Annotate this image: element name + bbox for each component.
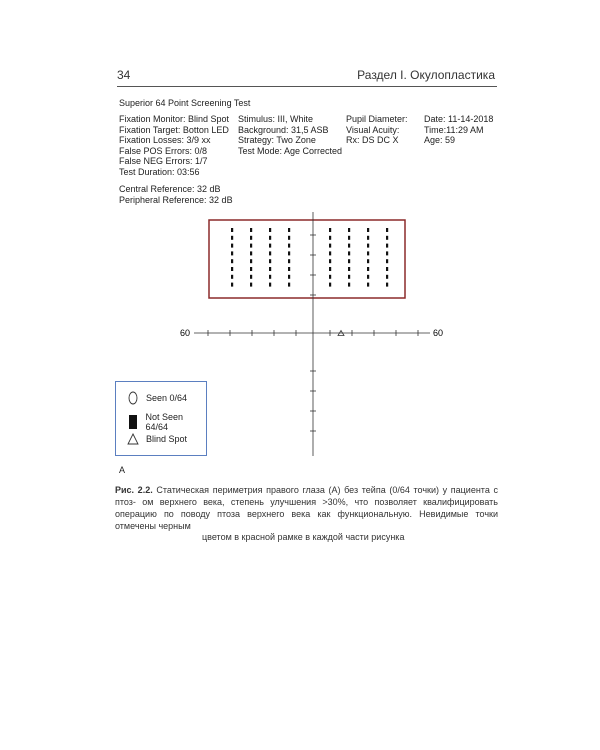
not-seen-frame [209, 220, 405, 298]
not-seen-point [250, 275, 252, 279]
not-seen-point [231, 244, 233, 248]
not-seen-point [269, 244, 271, 248]
not-seen-point [386, 275, 388, 279]
not-seen-point [269, 283, 271, 287]
legend-seen-label: Seen 0/64 [146, 393, 188, 403]
not-seen-point [288, 244, 290, 248]
report-line: Strategy: Two Zone [238, 135, 316, 146]
not-seen-point [386, 244, 388, 248]
not-seen-points [231, 228, 388, 287]
report-line: False NEG Errors: 1/7 [119, 156, 208, 167]
filled-square-icon [126, 415, 140, 429]
not-seen-point [250, 228, 252, 232]
not-seen-point [386, 267, 388, 271]
not-seen-point [250, 259, 252, 263]
axis-label-right: 60 [433, 328, 444, 338]
central-reference: Central Reference: 32 dB [119, 184, 221, 194]
not-seen-point [367, 259, 369, 263]
not-seen-point [231, 267, 233, 271]
not-seen-point [231, 275, 233, 279]
not-seen-point [329, 267, 331, 271]
report-line: Time:11:29 AM [424, 124, 484, 135]
not-seen-point [329, 251, 331, 255]
legend-not-seen-label: Not Seen 64/64 [145, 412, 184, 432]
report-line: Age: 59 [424, 135, 456, 146]
not-seen-point [329, 236, 331, 240]
not-seen-point [250, 244, 252, 248]
not-seen-point [329, 275, 331, 279]
not-seen-point [288, 275, 290, 279]
report-line: False POS Errors: 0/8 [119, 145, 208, 156]
not-seen-point [231, 259, 233, 263]
not-seen-point [348, 244, 350, 248]
legend-blind-spot [126, 433, 187, 445]
not-seen-point [348, 236, 350, 240]
not-seen-point [367, 275, 369, 279]
test-title: Superior 64 Point Screening Test [119, 98, 251, 108]
not-seen-point [269, 228, 271, 232]
triangle-icon [126, 433, 140, 445]
not-seen-point [348, 228, 350, 232]
not-seen-point [367, 236, 369, 240]
report-line: Rx: DS DC X [346, 135, 399, 146]
not-seen-point [288, 228, 290, 232]
report-line: Fixation Losses: 3/9 xx [119, 135, 211, 146]
not-seen-point [348, 267, 350, 271]
report-line: Test Mode: Age Corrected [238, 145, 343, 156]
not-seen-point [250, 236, 252, 240]
not-seen-point [348, 251, 350, 255]
report-line: Background: 31,5 ASB [238, 124, 329, 135]
not-seen-point [288, 267, 290, 271]
not-seen-point [367, 283, 369, 287]
not-seen-point [231, 283, 233, 287]
not-seen-point [250, 251, 252, 255]
caption-line: Статическая периметрия правого глаза (А) без тейпа (0/64 точки) у пациента с птоз- [115, 485, 498, 507]
ellipse-icon [126, 391, 140, 405]
not-seen-point [386, 259, 388, 263]
report-line: Date: 11-14-2018 [424, 114, 494, 124]
not-seen-point [269, 259, 271, 263]
not-seen-point [386, 228, 388, 232]
not-seen-point [348, 275, 350, 279]
not-seen-point [348, 259, 350, 263]
legend-box [115, 381, 207, 456]
legend-seen [126, 391, 187, 405]
not-seen-point [367, 244, 369, 248]
not-seen-point [269, 251, 271, 255]
not-seen-point [348, 283, 350, 287]
caption-label: Рис. 2.2. [115, 485, 153, 495]
not-seen-point [367, 267, 369, 271]
report-line: Stimulus: III, White [238, 114, 314, 124]
not-seen-point [386, 251, 388, 255]
not-seen-point [329, 259, 331, 263]
panel-letter: A [119, 465, 126, 475]
not-seen-point [269, 236, 271, 240]
not-seen-point [329, 244, 331, 248]
not-seen-point [386, 236, 388, 240]
not-seen-point [250, 267, 252, 271]
not-seen-point [329, 228, 331, 232]
not-seen-point [231, 228, 233, 232]
caption-line: по поводу птоза верхнего века как функциональную. Невидимые точки отмечены черным [115, 509, 498, 531]
legend-blind-spot-label: Blind Spot [146, 434, 188, 444]
figure-caption [115, 484, 498, 532]
caption-line: ом верхнего века, степень улучшения >30%, что позволяет квалифицировать операцию [115, 497, 498, 519]
report-line: Pupil Diameter: [346, 114, 408, 124]
running-header: Раздел I. Окулопластика [357, 68, 495, 82]
not-seen-point [367, 251, 369, 255]
report-line: Fixation Monitor: Blind Spot [119, 114, 230, 124]
not-seen-point [367, 228, 369, 232]
not-seen-point [269, 267, 271, 271]
legend-not-seen [126, 412, 206, 432]
not-seen-point [329, 283, 331, 287]
not-seen-point [231, 251, 233, 255]
peripheral-reference: Peripheral Reference: 32 dB [119, 194, 233, 205]
report-line: Test Duration: 03:56 [119, 166, 200, 177]
not-seen-point [386, 283, 388, 287]
not-seen-point [288, 283, 290, 287]
not-seen-point [288, 251, 290, 255]
page-number: 34 [117, 68, 131, 82]
not-seen-point [231, 236, 233, 240]
not-seen-point [269, 275, 271, 279]
not-seen-point [288, 236, 290, 240]
report-line: Visual Acuity: [346, 124, 400, 135]
report-line: Fixation Target: Botton LED [119, 124, 229, 135]
not-seen-point [288, 259, 290, 263]
caption-line-last: цветом в красной рамке в каждой части рисунка [202, 532, 405, 542]
axis-label-left: 60 [179, 328, 190, 338]
not-seen-point [250, 283, 252, 287]
